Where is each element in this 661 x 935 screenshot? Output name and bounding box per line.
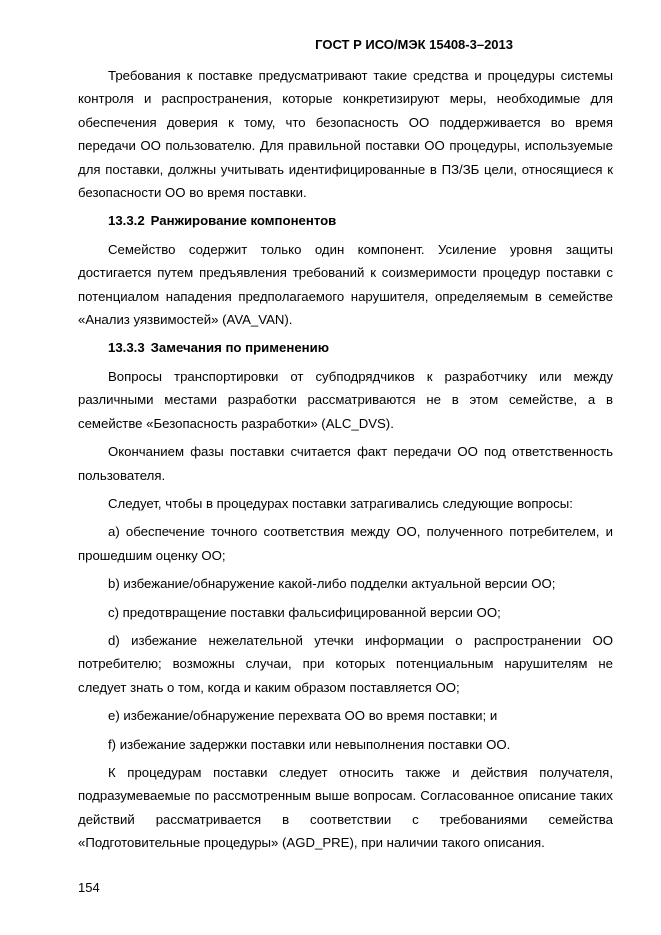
page-number: 154 (78, 880, 100, 895)
list-item-a: a) обеспечение точного соответствия между ОО, полученного потребителем, и прошедшим оценку ОО; (78, 524, 613, 563)
paragraph-delivery-requirements: Требования к поставке предусматривают такие средства и процедуры системы контроля и распространения, которые конкретизируют меры, необходимые для обеспечения доверия к тому, что безопасность ОО поддерживается во время передачи ОО пользователю. Для правильной поставки ОО процедуры, используемые для поставки, должны учитывать идентифицированные в ПЗ/ЗБ цели, относящиеся к безопасности ОО во время поставки. (78, 68, 613, 201)
page-content (78, 64, 613, 860)
paragraph-issues-intro: Следует, чтобы в процедурах поставки затрагивались следующие вопросы: (108, 495, 573, 511)
paragraph-component-levelling: Семейство содержит только один компонент. Усиление уровня защиты достигается путем предъявления требований к соизмеримости процедур поставки с потенциалом нападения предполагаемого нарушителя, определяемым в семействе «Анализ уязвимостей» (AVA_VAN). (78, 241, 613, 328)
paragraph-recipient-actions: К процедурам поставки следует относить также и действия получателя, подразумеваемые по рассмотренным выше вопросам. Согласованное описание таких действий рассматривается в соответствии с требованиями семейства «Подготовительные процедуры» (AGD_PRE), при наличии такого описания. (78, 764, 613, 851)
list-item-f: f) избежание задержки поставки или невыполнения поставки ОО. (108, 736, 511, 752)
list-item-e: e) избежание/обнаружение перехвата ОО во время поставки; и (108, 708, 498, 724)
section-title: Ранжирование компонентов (150, 213, 337, 229)
paragraph-delivery-end: Окончанием фазы поставки считается факт передачи ОО под ответственность пользователя. (78, 444, 613, 483)
list-item-b: b) избежание/обнаружение какой-либо подделки актуальной версии ОО; (108, 576, 556, 592)
section-heading-13-3-2 (78, 209, 613, 232)
document-header: ГОСТ Р ИСО/МЭК 15408-3–2013 (315, 37, 513, 52)
list-item-c: c) предотвращение поставки фальсифицированной версии ОО; (108, 604, 501, 620)
section-number: 13.3.3 (108, 340, 145, 356)
section-heading-13-3-3 (78, 336, 613, 359)
list-item-d: d) избежание нежелательной утечки информации о распространении ОО потребителю; возможны случаи, при которых потенциальным нарушителям не следует знать о том, когда и каким образом поставляется ОО; (78, 632, 613, 695)
paragraph-transport: Вопросы транспортировки от субподрядчиков к разработчику или между различными местами разработки рассматриваются не в этом семействе, а в семействе «Безопасность разработки» (ALC_DVS). (78, 368, 613, 431)
section-number: 13.3.2 (108, 213, 145, 229)
section-title: Замечания по применению (150, 340, 329, 356)
